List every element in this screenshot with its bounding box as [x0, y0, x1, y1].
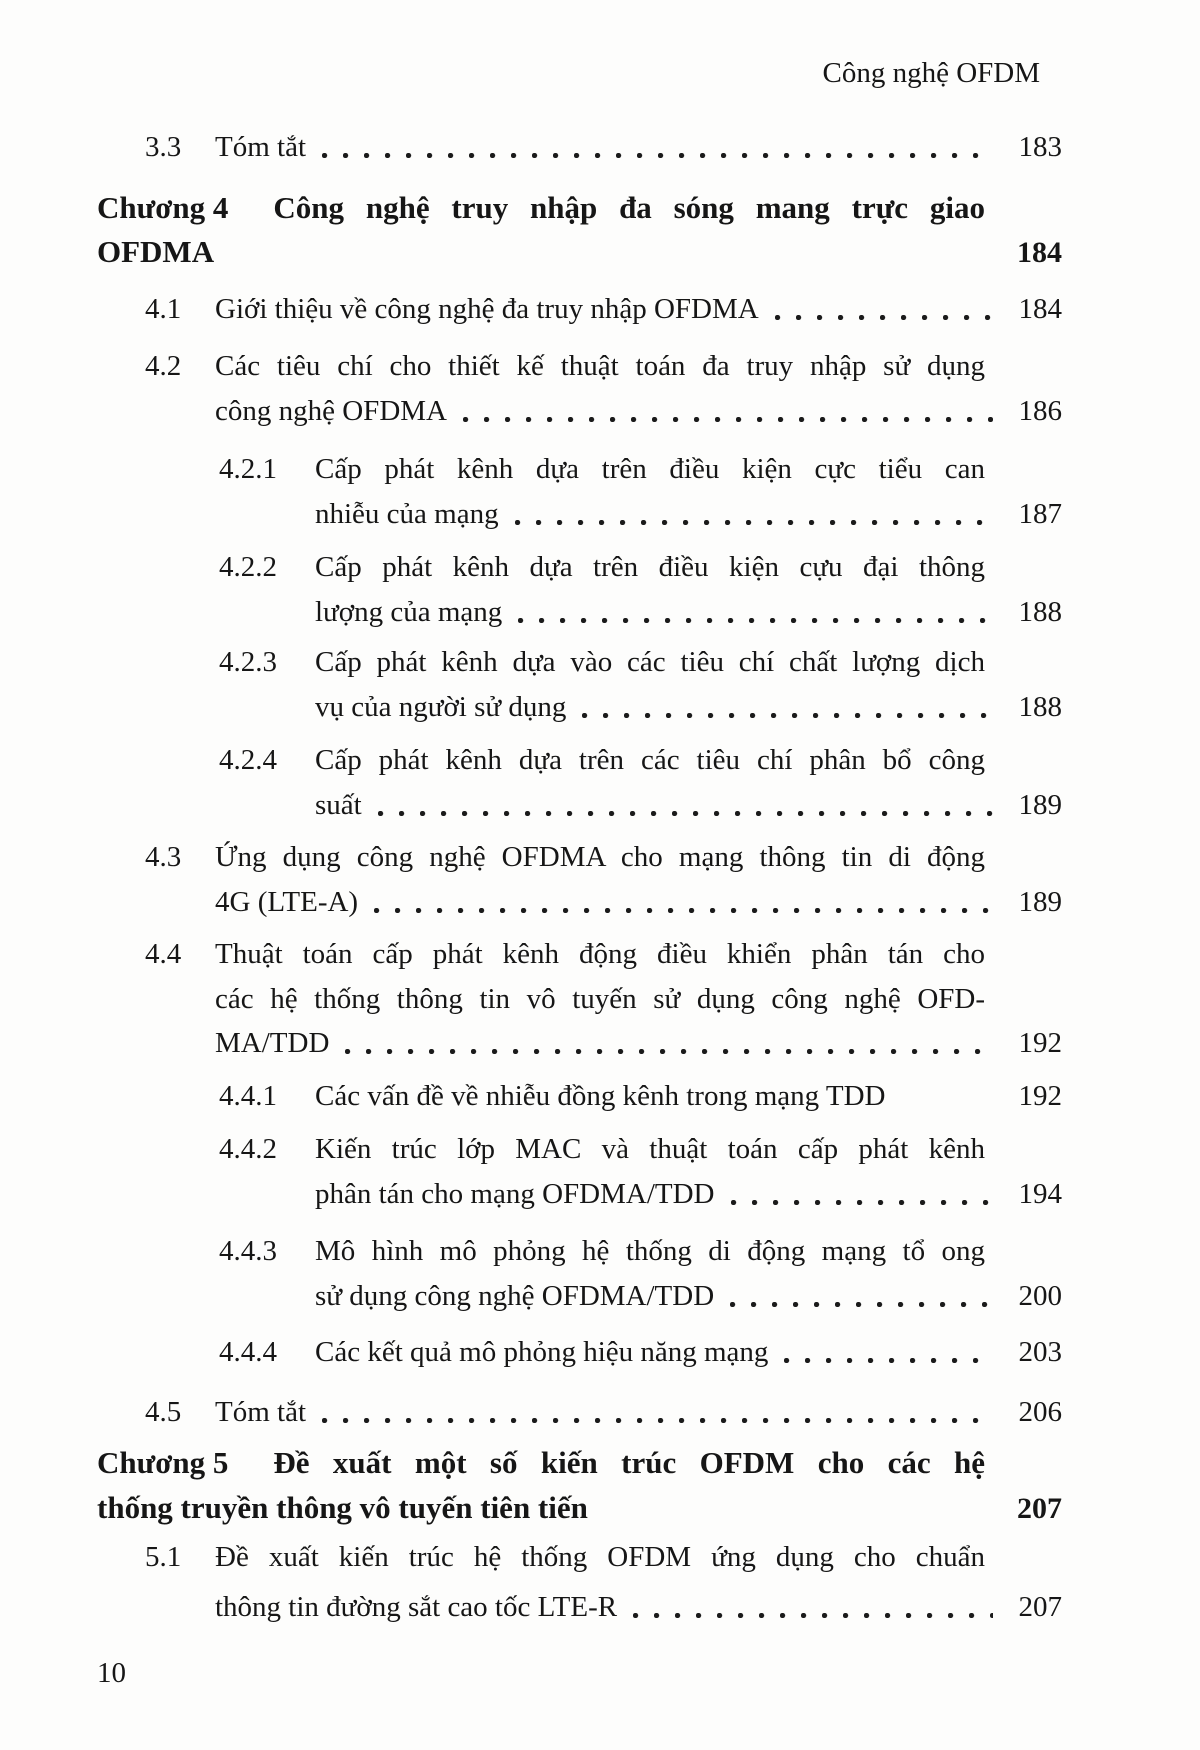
entry-title-continued: sử dụng công nghệ OFDMA/TDD [315, 1280, 715, 1312]
entry-number: 4.2 [145, 350, 182, 382]
entry-number: 4.4 [145, 938, 182, 970]
chapter-title-continued: OFDMA [97, 234, 215, 269]
leader-space [604, 1486, 991, 1530]
entry-number: 4.1 [145, 293, 182, 325]
entry-number: 4.2.2 [219, 551, 277, 583]
dot-leader [322, 126, 992, 168]
entry-title-continued: 4G (LTE-A) [215, 886, 359, 918]
page-ref: 184 [1018, 293, 1062, 325]
entry-title: Tóm tắt [215, 131, 307, 163]
entry-title-continued: các hệ thống thông tin vô tuyến sử dụng công nghệ OFD- [215, 983, 985, 1015]
page-ref: 186 [1018, 395, 1062, 427]
toc-entry-4-2 [145, 345, 985, 387]
toc-entry-4-2-3-line-2 [315, 686, 1062, 728]
toc-entry-4-4-line-3 [215, 1022, 1062, 1064]
toc-entry-5-1 [145, 1536, 985, 1578]
toc-entry-chapter-5-line-2 [97, 1486, 1062, 1530]
page-ref: 183 [1018, 131, 1062, 163]
toc-entry-chapter-5 [97, 1441, 985, 1485]
entry-title: Các vấn đề về nhiễu đồng kênh trong mạng TDD [315, 1080, 886, 1112]
dot-leader [374, 881, 992, 923]
entry-title: Kiến trúc lớp MAC và thuật toán cấp phát kênh [315, 1133, 985, 1165]
toc-entry-4-3-line-2 [215, 881, 1062, 923]
leader-space [901, 1075, 992, 1117]
toc-entry-4-4-2-line-2 [315, 1173, 1062, 1215]
entry-title: Cấp phát kênh dựa trên điều kiện cựu đại thông [315, 551, 985, 583]
entry-title-continued: suất [315, 789, 362, 821]
toc-entry-4-2-2 [219, 546, 985, 588]
entry-title: Cấp phát kênh dựa vào các tiêu chí chất lượng dịch [315, 646, 985, 678]
entry-number: 4.3 [145, 841, 182, 873]
page-ref: 188 [1018, 596, 1062, 628]
entry-number: 3.3 [145, 131, 182, 163]
toc-entry-4-4-1 [219, 1075, 1062, 1117]
toc-entry-4-4-3-line-2 [315, 1275, 1062, 1317]
chapter-title: Đề xuất một số kiến trúc OFDM cho các hệ [273, 1445, 985, 1480]
toc-entry-4-4-2 [219, 1128, 985, 1170]
entry-number: 5.1 [145, 1541, 182, 1573]
dot-leader [731, 1173, 993, 1215]
entry-number: 4.4.2 [219, 1133, 277, 1165]
chapter-title-continued: thống truyền thông vô tuyến tiên tiến [97, 1490, 588, 1525]
page-ref: 192 [1018, 1027, 1062, 1059]
toc-entry-4-2-4 [219, 739, 985, 781]
toc-entry-chapter-4-line-2 [97, 230, 1062, 274]
entry-title: Ứng dụng công nghệ OFDMA cho mạng thông tin di động [215, 841, 985, 873]
page-ref: 207 [1018, 1591, 1062, 1623]
chapter-label: Chương 4 [97, 190, 229, 225]
toc-entry-4-5 [145, 1391, 1062, 1433]
toc-entry-4-3 [145, 836, 985, 878]
toc-entry-4-4-4 [219, 1331, 1062, 1373]
entry-title: Cấp phát kênh dựa trên điều kiện cực tiểu can [315, 453, 985, 485]
entry-title-continued: lượng của mạng [315, 596, 503, 628]
toc-entry-4-4-3 [219, 1230, 985, 1272]
entry-number: 4.5 [145, 1396, 182, 1428]
dot-leader [378, 784, 993, 826]
page-ref: 200 [1018, 1280, 1062, 1312]
entry-title: Giới thiệu về công nghệ đa truy nhập OFDMA [215, 293, 759, 325]
toc-entry-5-1-line-2 [215, 1586, 1062, 1628]
toc-entry-4-2-1 [219, 448, 985, 490]
page-ref: 188 [1018, 691, 1062, 723]
page-ref: 207 [1017, 1492, 1062, 1525]
page-ref: 192 [1018, 1080, 1062, 1112]
entry-title-continued: thông tin đường sắt cao tốc LTE-R [215, 1591, 618, 1623]
toc-entry-4-2-4-line-2 [315, 784, 1062, 826]
entry-title: Tóm tắt [215, 1396, 307, 1428]
toc-entry-4-1 [145, 288, 1062, 330]
folio-page-number: 10 [97, 1657, 126, 1689]
dot-leader [730, 1275, 992, 1317]
chapter-title: Công nghệ truy nhập đa sóng mang trực giao [273, 190, 985, 225]
toc-entry-4-2-1-line-2 [315, 493, 1062, 535]
entry-number: 4.4.1 [219, 1080, 277, 1112]
dot-leader [518, 591, 992, 633]
entry-title: Mô hình mô phỏng hệ thống di động mạng tổ ong [315, 1235, 985, 1267]
dot-leader [582, 686, 992, 728]
toc-entry-4-4-line-2 [215, 978, 985, 1020]
entry-title-continued: MA/TDD [215, 1027, 330, 1059]
page-ref: 187 [1018, 498, 1062, 530]
entry-title: Cấp phát kênh dựa trên các tiêu chí phân bổ công [315, 744, 985, 776]
toc-entry-4-2-line-2 [215, 390, 1062, 432]
dot-leader [515, 493, 993, 535]
toc-entry-3-3 [145, 126, 1062, 168]
page-ref: 189 [1018, 886, 1062, 918]
entry-number: 4.4.3 [219, 1235, 277, 1267]
dot-leader [633, 1586, 992, 1628]
page-ref: 206 [1018, 1396, 1062, 1428]
entry-title: Đề xuất kiến trúc hệ thống OFDM ứng dụng cho chuẩn [215, 1541, 985, 1573]
dot-leader [784, 1331, 992, 1373]
running-header: Công nghệ OFDM [822, 57, 1040, 89]
chapter-label: Chương 5 [97, 1445, 229, 1480]
entry-title: Các tiêu chí cho thiết kế thuật toán đa truy nhập sử dụng [215, 350, 985, 382]
toc-entry-4-2-3 [219, 641, 985, 683]
entry-title: Các kết quả mô phỏng hiệu năng mạng [315, 1336, 769, 1368]
dot-leader [322, 1391, 992, 1433]
entry-title: Thuật toán cấp phát kênh động điều khiển phân tán cho [215, 938, 985, 970]
entry-number: 4.2.3 [219, 646, 277, 678]
entry-number: 4.2.1 [219, 453, 277, 485]
dot-leader [463, 390, 993, 432]
page-ref: 194 [1018, 1178, 1062, 1210]
entry-number: 4.4.4 [219, 1336, 277, 1368]
toc-entry-chapter-4 [97, 186, 985, 230]
entry-title-continued: công nghệ OFDMA [215, 395, 447, 427]
toc-entry-4-2-2-line-2 [315, 591, 1062, 633]
entry-title-continued: phân tán cho mạng OFDMA/TDD [315, 1178, 715, 1210]
entry-title-continued: nhiễu của mạng [315, 498, 499, 530]
page-ref: 189 [1018, 789, 1062, 821]
page-ref: 184 [1017, 236, 1062, 269]
leader-space [230, 230, 991, 274]
entry-title-continued: vụ của người sử dụng [315, 691, 567, 723]
dot-leader [775, 288, 993, 330]
toc-entry-4-4 [145, 933, 985, 975]
page-ref: 203 [1018, 1336, 1062, 1368]
dot-leader [345, 1022, 992, 1064]
entry-number: 4.2.4 [219, 744, 277, 776]
